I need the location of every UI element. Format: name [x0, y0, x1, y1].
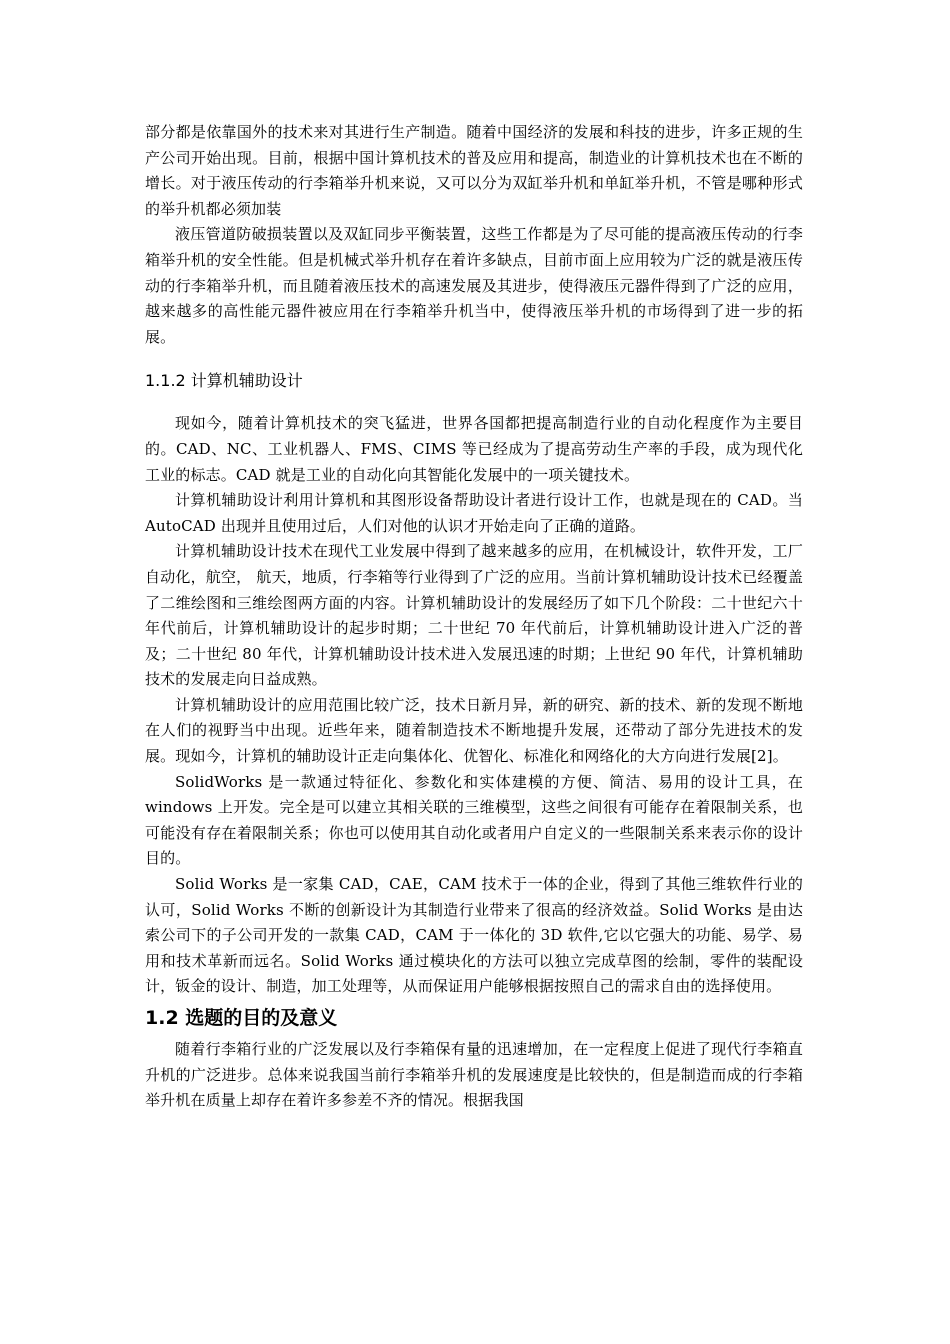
- paragraph: 计算机辅助设计利用计算机和其图形设备帮助设计者进行设计工作，也就是现在的 CAD。当 AutoCAD 出现并且使用过后，人们对他的认识才开始走向了正确的道路。: [145, 491, 803, 535]
- section-heading-1-1-2: 1.1.2 计算机辅助设计: [145, 371, 303, 391]
- paragraph: 计算机辅助设计技术在现代工业发展中得到了越来越多的应用，在机械设计，软件开发，工厂自动化，航空， 航天，地质，行李箱等行业得到了广泛的应用。当前计算机辅助设计技术已经覆盖了二维绘图和三维绘图两方面的内容。计算机辅助设计的发展经历了如下几个阶段：二十世纪六十年代前后，计算机辅助设计的起步时期；二十世纪 70 年代前后，计算机辅助设计进入广泛的普及；二十世纪 80 年代，计算机辅助设计技术进入发展迅速的时期；上世纪 90 年代，计算机辅助技术的发展走向日益成熟。: [145, 542, 803, 689]
- paragraph: 液压管道防破损装置以及双缸同步平衡装置，这些工作都是为了尽可能的提高液压传动的行李箱举升机的安全性能。但是机械式举升机存在着许多缺点，目前市面上应用较为广泛的就是液压传动的行李箱举升机，而且随着液压技术的高速发展及其进步，使得液压元器件得到了广泛的应用，越来越多的高性能元器件被应用在行李箱举升机当中，使得液压举升机的市场得到了进一步的拓展。: [145, 225, 803, 346]
- paragraph: 随着行李箱行业的广泛发展以及行李箱保有量的迅速增加，在一定程度上促进了现代行李箱直升机的广泛进步。总体来说我国当前行李箱举升机的发展速度是比较快的，但是制造而成的行李箱举升机在质量上却存在着许多参差不齐的情况。根据我国: [145, 1040, 803, 1110]
- paragraph: 计算机辅助设计的应用范围比较广泛，技术日新月异，新的研究、新的技术、新的发现不断地在人们的视野当中出现。近些年来，随着制造技术不断地提升发展，还带动了部分先进技术的发展。现如今，计算机的辅助设计正走向集体化、优智化、标准化和网络化的大方向进行发展[2]。: [145, 695, 803, 766]
- paragraph-continued: 部分都是依靠国外的技术来对其进行生产制造。随着中国经济的发展和科技的进步，许多正规的生产公司开始出现。目前，根据中国计算机技术的普及应用和提高，制造业的计算机技术也在不断的增长。对于液压传动的行李箱举升机来说，又可以分为双缸举升机和单缸举升机，不管是哪种形式的举升机都必须加装: [145, 123, 803, 218]
- paragraph: 现如今，随着计算机技术的突飞猛进，世界各国都把提高制造行业的自动化程度作为主要目的。CAD、NC、工业机器人、FMS、CIMS 等已经成为了提高劳动生产率的手段，成为现代化工业的标志。CAD 就是工业的自动化向其智能化发展中的一项关键技术。: [145, 414, 803, 484]
- paragraph: SolidWorks 是一款通过特征化、参数化和实体建模的方便、简洁、易用的设计工具，在 windows 上开发。完全是可以建立其相关联的三维模型，这些之间很有可能存在着限制关系，也可能没有存在着限制关系；你也可以使用其自动化或者用户自定义的一些限制关系来表示你的设计目的。: [145, 772, 803, 868]
- paragraph: Solid Works 是一家集 CAD，CAE，CAM 技术于一体的企业，得到了其他三维软件行业的认可，Solid Works 不断的创新设计为其制造行业带来了很高的经济效益。Solid Works 是由达索公司下的子公司开发的一款集 CAD，CAM 于一体化的 3D 软件,它以它强大的功能、易学、易用和技术革新而远名。Solid Works 通过模块化的方法可以独立完成草图的绘制，零件的装配设计，钣金的设计、制造，加工处理等，从而保证用户能够根据按照自己的需求自由的选择使用。: [145, 875, 803, 996]
- section-heading-1-2: 1.2 选题的目的及意义: [145, 1007, 338, 1029]
- document-page: [145, 120, 803, 1114]
